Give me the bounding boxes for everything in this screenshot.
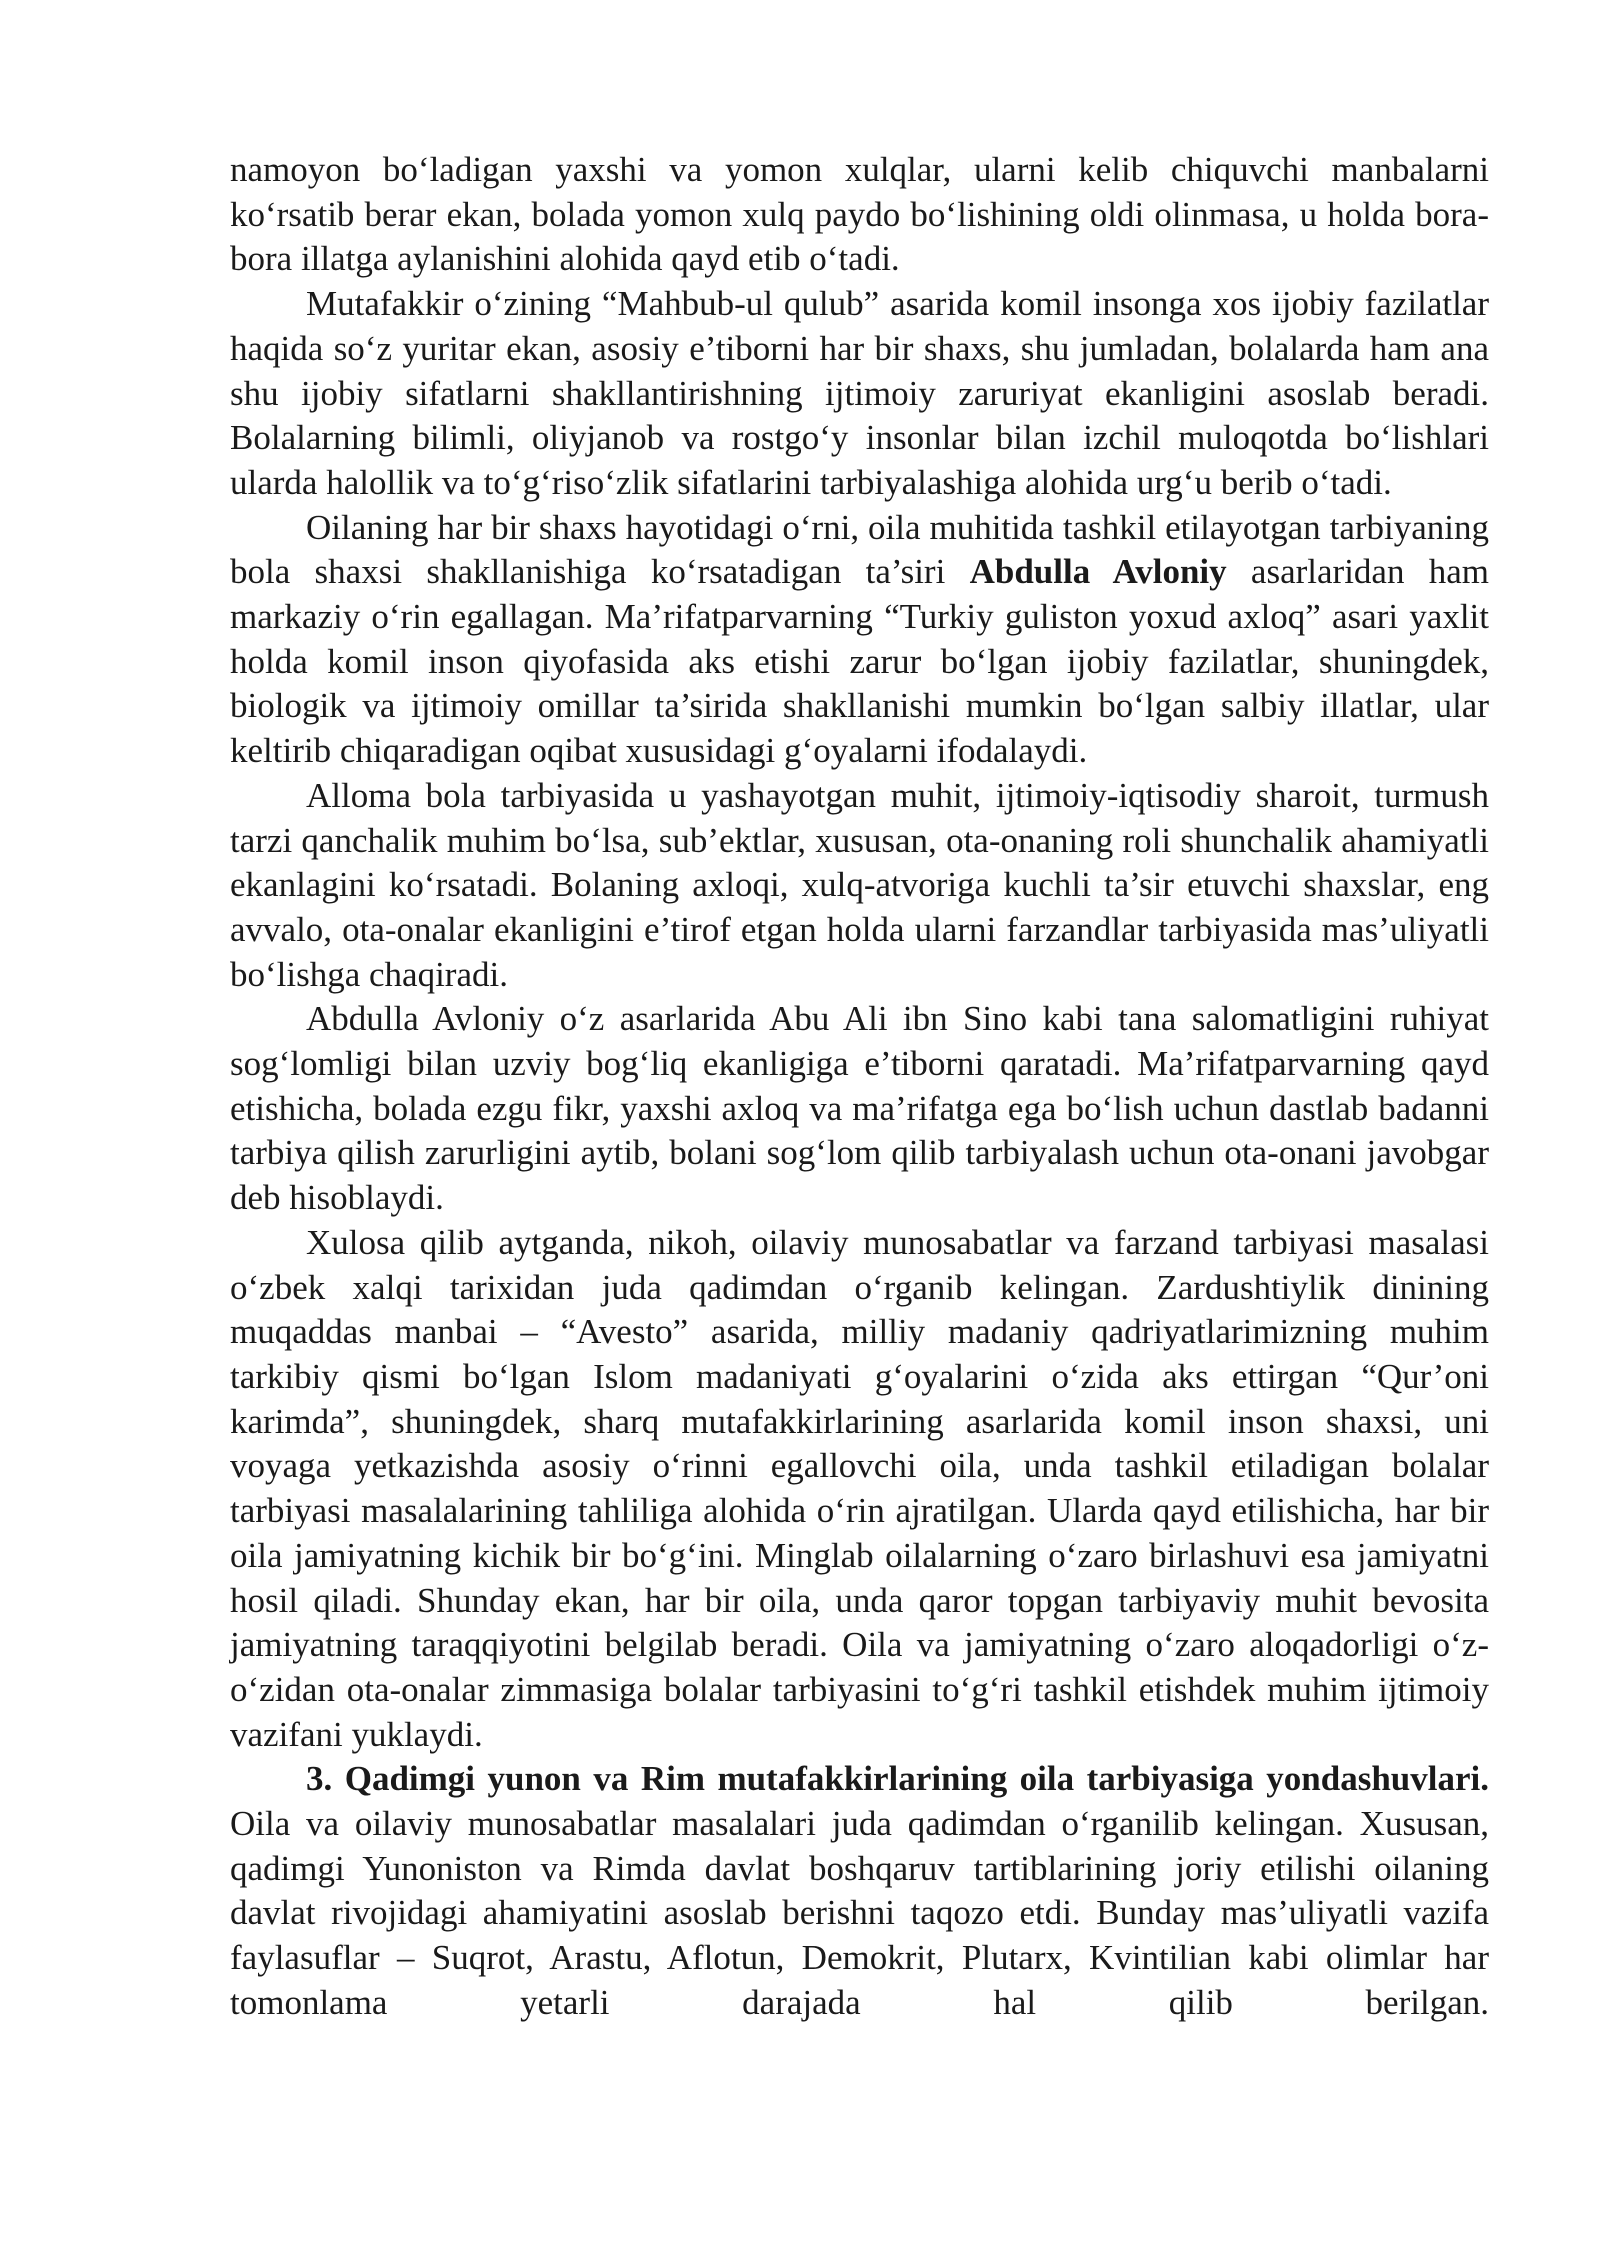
- paragraph-continuation: [230, 148, 1489, 282]
- paragraph-text-after: asarlaridan ham markaziy o‘rin egallagan. Ma’rifatparvarning “Turkiy guliston yoxud axloq” asari yaxlit holda komil inson qiyofasida aks etishi zarur bo‘lgan ijobiy fazilatlar, shuningdek, biologik va ijtimoiy omillar ta’sirida shakllanishi mumkin bo‘lgan salbiy illatlar, ular keltirib chiqaradigan oqibat xususidagi g‘oyalarni ifodalaydi.: [230, 552, 1489, 771]
- paragraph-text-after: Oila va oilaviy munosabatlar masalalari juda qadimdan o‘rganilib kelingan. Xususan, qadimgi Yunoniston va Rimda davlat boshqaruv tartiblarining joriy etilishi oilaning davlat rivojidagi ahamiyatini asoslab berishni taqozo etdi. Bunday mas’uliyatli vazifa faylasuflar – Suqrot, Arastu, Aflotun, Demokrit, Plutarx, Kvintilian kabi olimlar har tomonlama yetarli darajada hal qilib berilgan.: [230, 1804, 1489, 2022]
- document-page: [230, 148, 1489, 2026]
- paragraph-text: Xulosa qilib aytganda, nikoh, oilaviy munosabatlar va farzand tarbiyasi masalasi o‘zbek xalqi tarixidan juda qadimdan o‘rganib kelingan. Zardushtiylik dinining muqaddas manbai – “Avesto” asarida, milliy madaniy qadriyatlarimizning muhim tarkibiy qismi bo‘lgan Islom madaniyati g‘oyalarini o‘zida aks ettirgan “Qur’oni karimda”, shuningdek, sharq mutafakkirlarining asarlarida komil inson shaxsi, uni voyaga yetkazishda asosiy o‘rinni egallovchi oila, unda tashkil etiladigan bolalar tarbiyasi masalalarining tahliliga alohida o‘rin ajratilgan. Ularda qayd etilishicha, har bir oila jamiyatning kichik bir bo‘g‘ini. Minglab oilalarning o‘zaro birlashuvi esa jamiyatni hosil qiladi. Shunday ekan, har bir oila, unda qaror topgan tarbiyaviy muhit bevosita jamiyatning taraqqiyotini belgilab beradi. Oila va jamiyatning o‘zaro aloqadorligi o‘z-o‘zidan ota-onalar zimmasiga bolalar tarbiyasini to‘g‘ri tashkil etishdek muhim ijtimoiy vazifani yuklaydi.: [230, 1222, 1489, 1754]
- paragraph-section-3: [230, 1757, 1489, 2025]
- paragraph-text: Alloma bola tarbiyasida u yashayotgan muhit, ijtimoiy-iqtisodiy sharoit, turmush tarzi qanchalik muhim bo‘lsa, sub’ektlar, xususan, ota-onaning roli shunchalik ahamiyatli ekanlagini ko‘rsatadi. Bolaning axloqi, xulq-atvoriga kuchli ta’sir etuvchi shaxslar, eng avvalo, ota-onalar ekanligini e’tirof etgan holda ularni farzandlar tarbiyasida mas’uliyatli bo‘lishga chaqiradi.: [230, 775, 1489, 994]
- paragraph-alloma: [230, 774, 1489, 998]
- paragraph-mahbub-ul-qulub: [230, 282, 1489, 506]
- paragraph-text: Mutafakkir o‘zining “Mahbub-ul qulub” asarida komil insonga xos ijobiy fazilatlar haqida so‘z yuritar ekan, asosiy e’tiborni har bir shaxs, shu jumladan, bolalarda ham ana shu ijobiy sifatlarni shakllantirishning ijtimoiy zaruriyat ekanligini asoslab beradi. Bolalarning bilimli, oliyjanob va rostgo‘y insonlar bilan izchil muloqotda bo‘lishlari ularda halollik va to‘g‘riso‘zlik sifatlarini tarbiyalashiga alohida urg‘u berib o‘tadi.: [230, 284, 1489, 502]
- bold-name-abdulla-avloniy: Abdulla Avloniy: [969, 552, 1227, 592]
- paragraph-xulosa: [230, 1221, 1489, 1757]
- paragraph-text: namoyon bo‘ladigan yaxshi va yomon xulqlar, ularni kelib chiquvchi manbalarni ko‘rsatib berar ekan, bolada yomon xulq paydo bo‘lishining oldi olinmasa, u holda bora-bora illatga aylanishini alohida qayd etib o‘tadi.: [230, 150, 1489, 279]
- section-heading-3: 3. Qadimgi yunon va Rim mutafakkirlarining oila tarbiyasiga yondashuvlari.: [306, 1759, 1489, 1799]
- paragraph-ibn-sino: [230, 997, 1489, 1221]
- paragraph-text: Abdulla Avloniy o‘z asarlarida Abu Ali ibn Sino kabi tana salomatligini ruhiyat sog‘lomligi bilan uzviy bog‘liq ekanligiga e’tiborni qaratadi. Ma’rifatparvarning qayd etishicha, bolada ezgu fikr, yaxshi axloq va ma’rifatga ega bo‘lish uchun dastlab badanni tarbiya qilish zarurligini aytib, bolani sog‘lom qilib tarbiyalash uchun ota-onani javobgar deb hisoblaydi.: [230, 999, 1489, 1218]
- paragraph-abdulla-avloniy: [230, 506, 1489, 774]
- paragraph-text-before: Oilaning har bir shaxs hayotidagi o‘rni, oila muhitida tashkil etilayotgan tarbiyaning bola shaxsi shakllanishiga ko‘rsatadigan ta’siri: [230, 507, 1489, 592]
